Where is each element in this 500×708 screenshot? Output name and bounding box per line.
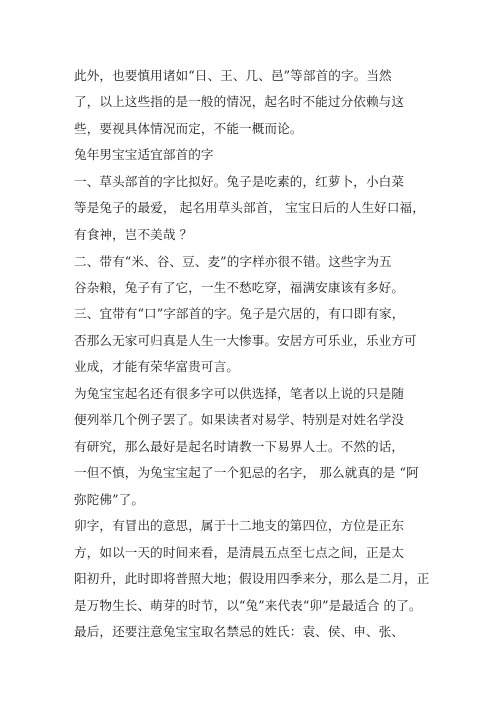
text-line-11: 否那么无家可归真是人生一大惨事。安居方可乐业，乐业方可 [74,333,417,348]
text-line-22: 最后，还要注意兔宝宝取名禁忌的姓氏：袁、侯、申、张、 [74,624,405,639]
text-line-10: 三、宜带有“口”字部首的字。兔子是穴居的，有口即有家， [74,306,405,321]
text-line-20: 阳初升，此时即将普照大地；假设用四季来分，那么是二月，正 [74,571,430,586]
text-line-14: 便列举几个例子罢了。如果读者对易学、特别是对姓名学没 [74,412,405,427]
text-line-15: 有研究，那么最好是起名时请教一下易界人士。不然的话， [74,439,405,454]
text-line-8: 二、带有“米、谷、豆、麦”的字样亦很不错。这些字为五 [74,254,392,269]
text-line-16: 一但不慎，为兔宝宝起了一个犯忌的名字， 那么就真的是 “阿 [74,465,419,480]
text-line-19: 方，如以一天的时间来看，是清晨五点至七点之间，正是太 [74,545,405,560]
text-line-9: 谷杂粮，兔子有了它，一生不愁吃穿，福满安康该有多好。 [74,280,405,295]
section-heading: 兔年男宝宝适宜部首的字 [74,147,214,162]
text-line-7: 有食神，岂不美哉 ？ [74,227,193,242]
text-line-2: 了，以上这些指的是一般的情况，起名时不能过分依赖与这 [74,94,405,109]
text-line-13: 为兔宝宝起名还有很多字可以供选择，笔者以上说的只是随 [74,386,405,401]
text-line-3: 些，要视具体情况而定，不能一概而论。 [74,121,303,136]
text-line-18: 卯字，有冒出的意思，属于十二地支的第四位，方位是正东 [74,518,405,533]
text-line-5: 一、草头部首的字比拟好。兔子是吃素的，红萝卜，小白菜 [74,174,405,189]
text-line-17: 弥陀佛”了。 [74,492,145,507]
text-line-21: 是万物生长、萌芽的时节，以“兔”来代表“卯”是最适合 的了。 [74,598,422,613]
text-line-6: 等是兔子的最爱， 起名用草头部首， 宝宝日后的人生好口福， [74,200,425,215]
text-line-1: 此外，也要慎用诸如“日、王、几、邑”等部首的字。当然 [74,68,392,83]
text-line-12: 业成，才能有荣华富贵可言。 [74,359,240,374]
